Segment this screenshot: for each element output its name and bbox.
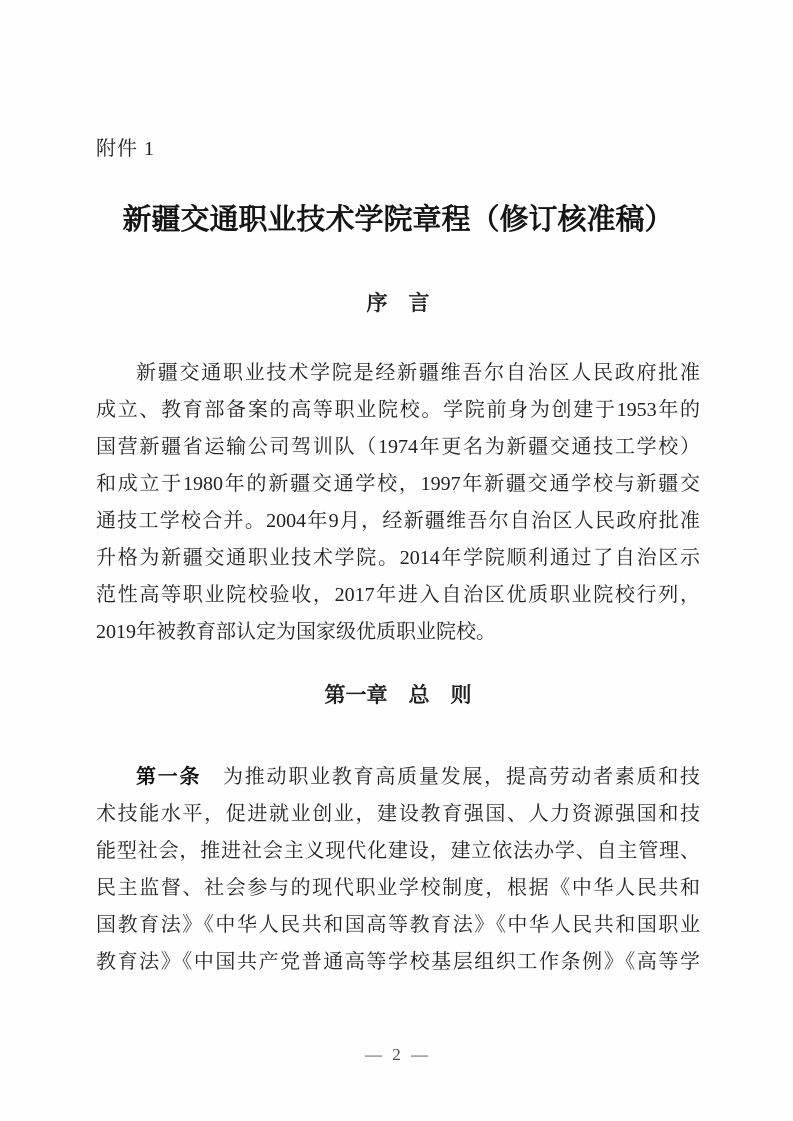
text-line: 民主监督、社会参与的现代职业学校制度，根据《中华人民共和 [96, 877, 700, 899]
attachment-label: 附件 1 [96, 138, 155, 160]
text-line: 术技能水平，促进就业创业，建设教育强国、人力资源强国和技 [96, 803, 700, 825]
preface-paragraph [96, 355, 700, 651]
article-term: 第一条 [136, 766, 202, 788]
text-line: 升格为新疆交通职业技术学院。2014年学院顺利通过了自治区示 [96, 547, 700, 569]
preface-heading: 序 言 [366, 292, 430, 315]
article-one-paragraph [96, 759, 700, 981]
text-line: 国营新疆省运输公司驾训队（1974年更名为新疆交通技工学校） [96, 436, 700, 458]
text-line: 国教育法》《中华人民共和国高等教育法》《中华人民共和国职业 [96, 914, 700, 936]
chapter-one-heading: 第一章 总 则 [324, 684, 472, 707]
text-line: 通技工学校合并。2004年9月，经新疆维吾尔自治区人民政府批准 [96, 510, 700, 532]
text-line: 成立、教育部备案的高等职业院校。学院前身为创建于1953年的 [96, 399, 700, 421]
text-line: 和成立于1980年的新疆交通学校，1997年新疆交通学校与新疆交 [96, 473, 700, 495]
text-line: 新疆交通职业技术学院是经新疆维吾尔自治区人民政府批准 [136, 362, 700, 384]
text-line [96, 759, 700, 796]
article-first-line-text: 为推动职业教育高质量发展，提高劳动者素质和技 [201, 766, 700, 788]
text-line: 2019年被教育部认定为国家级优质职业院校。 [96, 621, 496, 643]
text-line: 教育法》《中国共产党普通高等学校基层组织工作条例》《高等学 [96, 951, 700, 973]
text-line: 范性高等职业院校验收，2017年进入自治区优质职业院校行列， [96, 584, 700, 606]
text-line: 能型社会，推进社会主义现代化建设，建立依法办学、自主管理、 [96, 840, 700, 862]
document-title: 新疆交通职业技术学院章程（修订核准稿） [122, 204, 674, 236]
page-number: — 2 — [365, 1045, 431, 1064]
